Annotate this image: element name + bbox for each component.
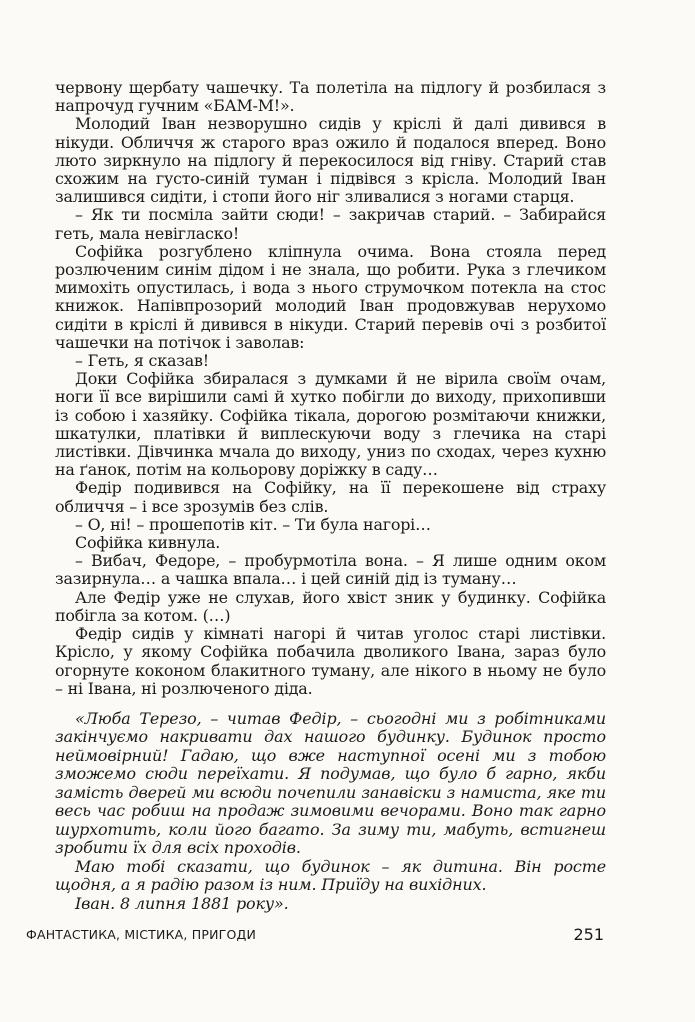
paragraph: – Геть, я сказав! — [75, 351, 209, 371]
paragraph: – О, ні! – прошепотів кіт. – Ти була нагорі… — [75, 514, 431, 534]
paragraph: Федір подивився на Софійку, на її перекошене від страху обличчя – і все зрозумів без слів. — [55, 478, 606, 516]
paragraph: Софійка розгублено кліпнула очима. Вона стояла перед розлюченим синім дідом і не знала, що робити. Рука з глечиком мимохіть опустилась, і вода з нього струмочком потекла на стос книжок. Напівпрозорий молодий Іван продовжував нерухомо сидіти в кріслі й дивився в нікуди. Старий перевів очі з розбитої чашечки на потічок і заволав: — [55, 241, 606, 352]
paragraph: Доки Софійка збиралася з думками й не вірила своїм очам, ноги її все вирішили самі й хутко побігли до виходу, прихопивши із собою і хазяйку. Софійка тікала, дорогою розмітаючи книжки, шкатулки, платівки й виплескуючи воду з глечика на старі листівки. Дівчинка мчала до виходу, униз по сходах, через кухню на ґанок, потім на кольорову доріжку в саду… — [55, 369, 606, 480]
letter-paragraph: «Люба Терезо, – читав Федір, – сьогодні ми з робітниками закінчуємо накривати дах нашого будинку. Будинок просто неймовірний! Гадаю, що вже наступної осені ми з тобою зможемо сюди переїхати. Я подумав, що було б гарно, якби замість дверей ми всюди почепили занавіски з намиста, яке ти весь час робиш на продаж зимовими вечорами. Воно так гарно шурхотить, коли його багато. За зиму ти, мабуть, встигнеш зробити їх для всіх проходів. — [55, 708, 606, 858]
paragraph: червону щербату чашечку. Та полетіла на підлогу й розбилася з напрочуд гучним «БАМ-М!». — [55, 78, 606, 116]
paragraph: Софійка кивнула. — [75, 533, 221, 553]
page-footer — [26, 925, 604, 945]
section-title: ФАНТАСТИКА, МІСТИКА, ПРИГОДИ — [26, 927, 257, 942]
paragraph: Але Федір уже не слухав, його хвіст зник у будинку. Софійка побігла за котом. (…) — [55, 587, 606, 625]
page-content — [55, 79, 606, 913]
letter-paragraph: Маю тобі сказати, що будинок – як дитина. Він росте щодня, а я радію разом із ним. Приїду на вихідних. — [55, 856, 606, 895]
paragraph: Молодий Іван незворушно сидів у кріслі й далі дивився в нікуди. Обличчя ж старого враз ожило й подалося вперед. Воно люто зиркнуло на підлогу й перекосилося від гніву. Старий став схожим на густо-синій туман і підвівся з крісла. Молодий Іван залишився сидіти, і стопи його ніг зливалися з ногами старця. — [55, 114, 606, 207]
prose — [55, 79, 606, 698]
paragraph: – Вибач, Федоре, – пробурмотіла вона. – Я лише одним оком зазирнула… а чашка впала… і цей синій дід із туману… — [55, 551, 606, 589]
letter — [55, 710, 606, 914]
page-number: 251 — [573, 925, 604, 944]
letter-signature: Іван. 8 липня 1881 року». — [75, 893, 289, 913]
paragraph: Федір сидів у кімнаті нагорі й читав уголос старі листівки. Крісло, у якому Софійка побачила дволикого Івана, зараз було огорнуте коконом блакитного туману, але нікого в ньому не було – ні Івана, ні розлюченого діда. — [55, 624, 606, 698]
paragraph: – Як ти посміла зайти сюди! – закричав старий. – Забирайся геть, мала невігласко! — [55, 205, 606, 243]
